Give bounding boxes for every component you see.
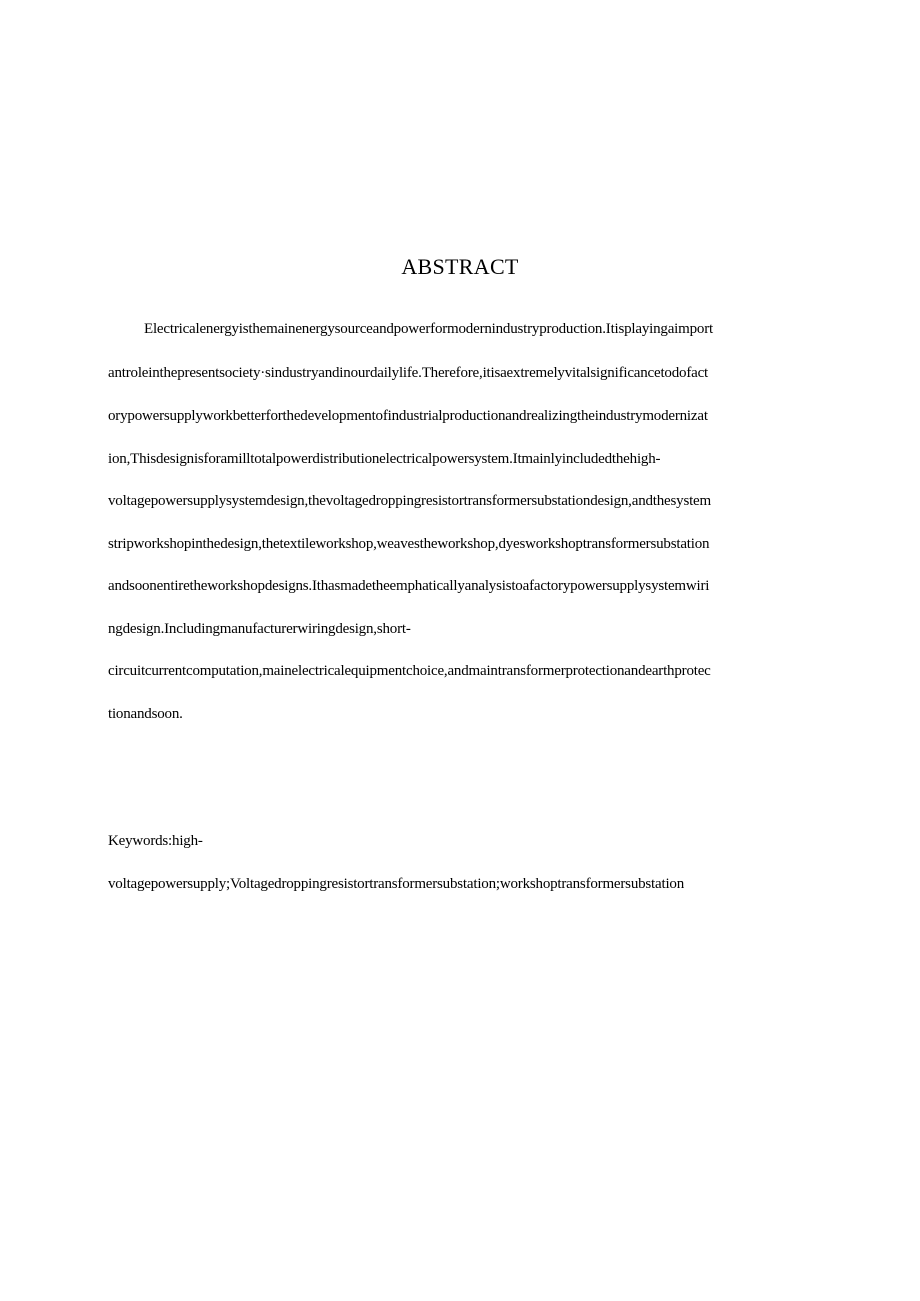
abstract-line: stripworkshopinthedesign,thetextileworkshop,weavestheworkshop,dyesworkshoptransformersubstation bbox=[108, 536, 710, 552]
abstract-line: andsoonentiretheworkshopdesigns.Ithasmadetheemphaticallyanalysistoafactorypowersupplysystemwiri bbox=[108, 578, 710, 594]
abstract-line: ngdesign.Includingmanufacturerwiringdesign,short- bbox=[108, 621, 411, 637]
abstract-line: circuitcurrentcomputation,mainelectricalequipmentchoice,andmaintransformerprotectionandearthprotec bbox=[108, 663, 711, 679]
keywords-line: Keywords:high- bbox=[108, 833, 203, 849]
keywords-line: voltagepowersupply;Voltagedroppingresistortransformersubstation;workshoptransformersubstation bbox=[108, 876, 685, 892]
abstract-line: antroleinthepresentsociety·sindustryandinourdailylife.Therefore,itisaextremelyvitalsignificancetodofact bbox=[108, 365, 709, 381]
abstract-line: tionandsoon. bbox=[108, 706, 183, 722]
abstract-title: ABSTRACT bbox=[401, 254, 519, 279]
abstract-line: orypowersupplyworkbetterforthedevelopmentofindustrialproductionandrealizingtheindustrymodernizat bbox=[108, 408, 708, 424]
abstract-line: Electricalenergyisthemainenergysourceandpowerformodernindustryproduction.Itisplayingaimport bbox=[144, 321, 713, 337]
abstract-line: voltagepowersupplysystemdesign,thevoltagedroppingresistortransformersubstationdesign,andthesystem bbox=[108, 493, 711, 509]
abstract-line: ion,Thisdesignisforamilltotalpowerdistributionelectricalpowersystem.Itmainlyincludedthehigh- bbox=[108, 451, 661, 467]
